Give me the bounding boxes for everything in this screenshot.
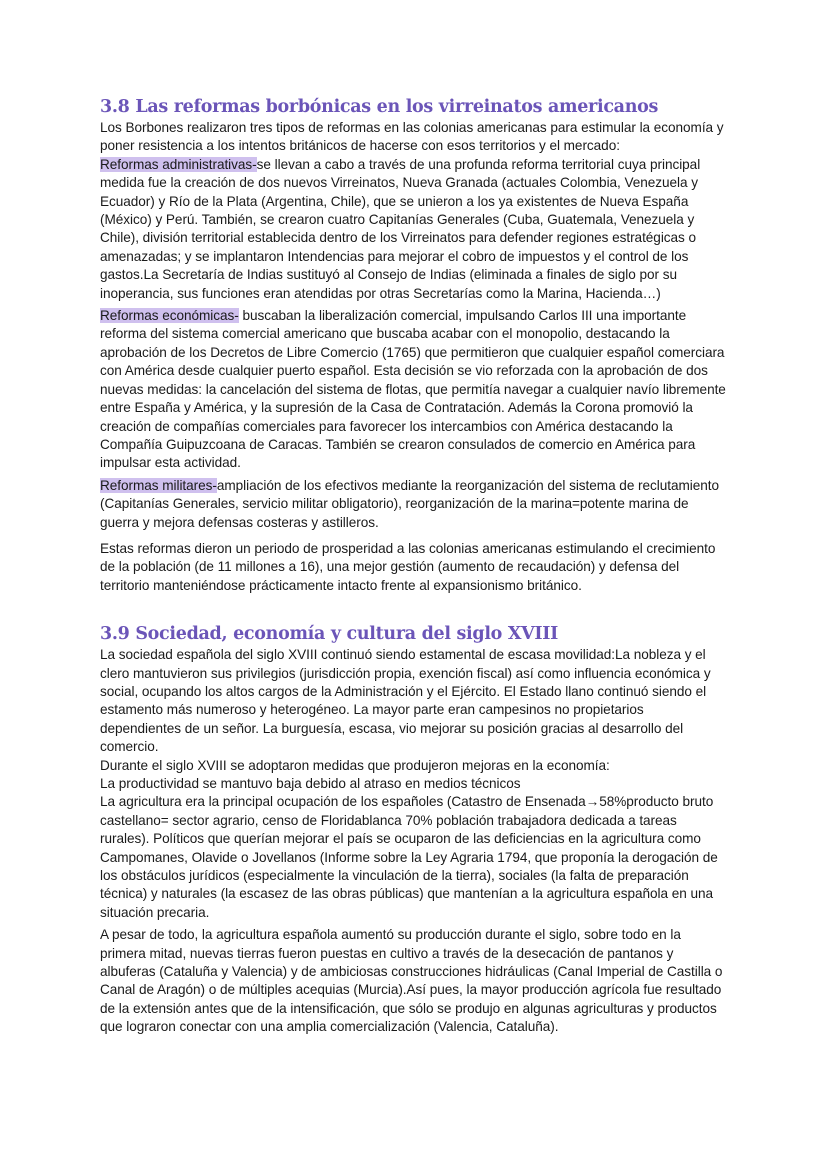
mil-reforms-text: ampliación de los efectivos mediante la reorganización del sistema de reclutamiento (Capitanías Generales, servicio militar obligatorio), reorganización de la marina=potente marina de guerra y mejora defensas costeras y astilleros. <box>100 477 720 530</box>
mil-reforms-paragraph <box>100 477 728 532</box>
intro-paragraph: Los Borbones realizaron tres tipos de reformas en las colonias americanas para estimular la economía y poner resistencia a los intentos británicos de hacerse con esos territorios y el mercado: <box>100 120 724 154</box>
admin-reforms-paragraph <box>100 156 728 303</box>
admin-reforms-text: se llevan a cabo a través de una profunda reforma territorial cuya principal medida fue la creación de dos nuevos Virreinatos, Nueva Granada (actuales Colombia, Venezuela y Ecuador) y Río de la Plata (Argentina, Chile), que se unieron a los ya existentes de Nueva España (México) y Perú. También, se crearon cuatro Capitanías Generales (Cuba, Guatemala, Venezuela y Chile), división territorial establecida dentro de los Virreinatos para defender regiones estratégicas o amenazadas; y se implantaron Intendencias para mejorar el cobro de impuestos y el control de los gastos.La Secretaría de Indias sustituyó al Consejo de Indias (eliminada a finales de siglo por su inoperancia, sus funciones eran atendidas por otras Secretarías como la Marina, Hacienda…) <box>100 156 701 301</box>
agriculture-paragraph: La agricultura era la principal ocupación de los españoles (Catastro de Ensenada→58%producto bruto castellano= sector agrario, censo de Floridablanca 70% población trabajadora dedicada a tareas rurales). Políticos que querían mejorar el país se ocuparon de las deficiencias en la agricultura como Campomanes, Olavide o Jovellanos (Informe sobre la Ley Agraria 1794, que proponía la derogación de los obstáculos jurídicos (especialmente la vinculación de la tierra), sociales (la falta de preparación técnica) y naturales (la escasez de las obras públicas) que mantenían a la agricultura española en una situación precaria. <box>100 794 718 920</box>
economy-intro-line: Durante el siglo XVIII se adoptaron medidas que produjeron mejoras en la economía: <box>100 757 610 773</box>
econ-reforms-paragraph <box>100 307 728 473</box>
mil-reforms-highlight: Reformas militares- <box>100 477 217 493</box>
society-paragraph: La sociedad española del siglo XVIII continuó siendo estamental de escasa movilidad:La nobleza y el clero mantuvieron sus privilegios (jurisdicción propia, exención fiscal) así como influencia económica y social, ocupando los altos cargos de la Administración y el Ejército. El Estado llano continuó siendo el estamento más numeroso y heterogéneo. La mayor parte eran campesinos no propietarios dependientes de un señor. La burguesía, escasa, vio mejorar su posición gracias al desarrollo del comercio. <box>100 647 711 755</box>
conclusion-paragraph: Estas reformas dieron un periodo de prosperidad a las colonias americanas estimulando el crecimiento de la población (de 11 millones a 16), una mejor gestión (aumento de recaudación) y defensa del territorio manteniéndose prácticamente intacto frente al expansionismo británico. <box>100 540 716 593</box>
productivity-line: La productividad se mantuvo baja debido al atraso en medios técnicos <box>100 776 521 791</box>
econ-reforms-highlight: Reformas económicas- <box>100 308 239 324</box>
agriculture-growth-paragraph: A pesar de todo, la agricultura española aumentó su producción durante el siglo, sobre todo en la primera mitad, nuevas tierras fueron puestas en cultivo a través de la desecación de pantanos y albuferas (Cataluña y Valencia) y de ambiciosas construcciones hidráulicas (Canal Imperial de Castilla o Canal de Aragón) o de múltiples acequias (Murcia).Así pues, la mayor producción agrícola fue resultado de la extensión antes que de la intensificación, que sólo se produjo en algunas agriculturas y productos que lograron conectar con una amplia comercialización (Valencia, Cataluña). <box>100 927 723 1035</box>
econ-reforms-text: buscaban la liberalización comercial, impulsando Carlos III una importante reforma del sistema comercial americano que buscaba acabar con el monopolio, destacando la aprobación de los Decretos de Libre Comercio (1765) que permitieron que cualquier español comerciara con América desde cualquier puerto español. Esta decisión se vio reforzada con la aprobación de dos nuevas medidas: la cancelación del sistema de flotas, que permitía navegar a cualquier navío libremente entre España y América, y la supresión de la Casa de Contratación. Además la Corona promovió la creación de compañías comerciales para favorecer los intercambios con América destacando la Compañía Guipuzcoana de Caracas. También se crearon consulados de comercio en América para impulsar esta actividad. <box>100 308 726 471</box>
section-3-9-heading: 3.9 Sociedad, economía y cultura del siglo XVIII <box>100 624 559 645</box>
section-3-8-heading: 3.8 Las reformas borbónicas en los virreinatos americanos <box>100 97 659 117</box>
admin-reforms-highlight: Reformas administrativas- <box>100 156 257 172</box>
